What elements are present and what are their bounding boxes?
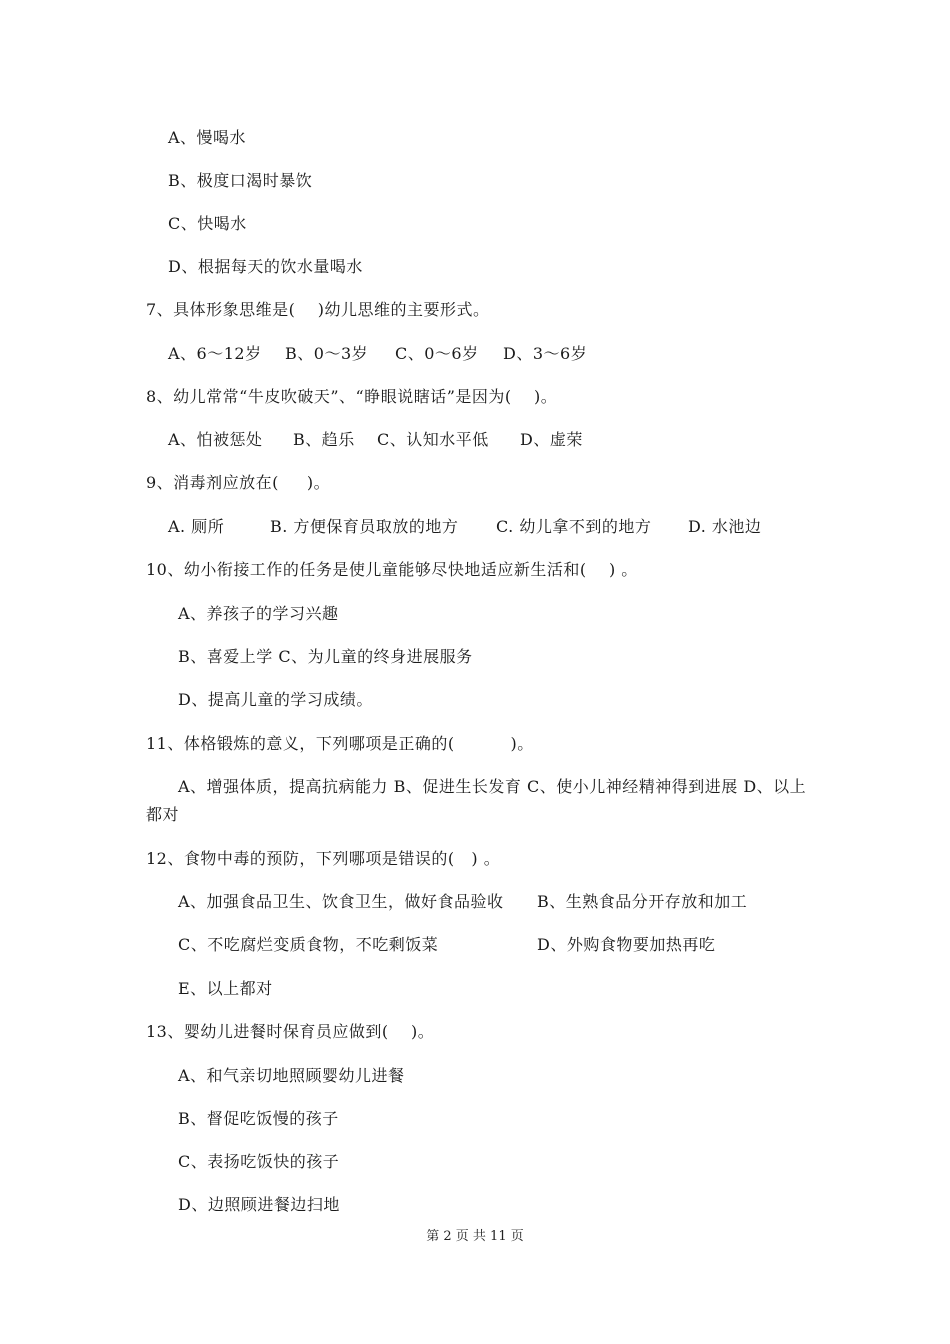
q12-option-c: C、不吃腐烂变质食物，不吃剩饭菜 [178,935,439,954]
q11-stem: 11、体格锻炼的意义，下列哪项是正确的( )。 [146,734,534,753]
q8-stem: 8、幼儿常常“牛皮吹破天”、“睁眼说瞎话”是因为( )。 [146,387,558,406]
q6-option-b: B、极度口渴时暴饮 [168,171,313,190]
q7-option-d: D、3～6岁 [503,344,588,363]
q13-stem: 13、婴幼儿进餐时保育员应做到( )。 [146,1022,435,1041]
q10-stem: 10、幼小衔接工作的任务是使儿童能够尽快地适应新生活和( ) 。 [146,560,638,579]
q10-option-d: D、提高儿童的学习成绩。 [178,690,373,709]
q11-options-line2: 都对 [146,805,180,824]
q9-stem: 9、消毒剂应放在( )。 [146,473,331,492]
q13-option-a: A、和气亲切地照顾婴幼儿进餐 [178,1066,405,1085]
q12-stem: 12、食物中毒的预防，下列哪项是错误的( ) 。 [146,849,501,868]
q8-option-c: C、认知水平低 [377,430,489,449]
q12-option-a: A、加强食品卫生、饮食卫生，做好食品验收 [178,892,504,911]
q7-option-c: C、0～6岁 [395,344,479,363]
q9-option-b: B. 方便保育员取放的地方 [270,517,459,536]
q7-option-a: A、6～12岁 [168,344,262,363]
q12-option-b: B、生熟食品分开存放和加工 [537,892,748,911]
q6-option-a: A、慢喝水 [168,128,247,147]
q9-option-d: D. 水池边 [688,517,762,536]
q6-option-c: C、快喝水 [168,214,247,233]
q12-option-e: E、以上都对 [178,979,273,998]
q13-option-b: B、督促吃饭慢的孩子 [178,1109,339,1128]
q13-option-d: D、边照顾进餐边扫地 [178,1195,340,1214]
q7-stem: 7、具体形象思维是( )幼儿思维的主要形式。 [146,300,490,319]
q7-option-b: B、0～3岁 [285,344,369,363]
q11-options-line1: A、增强体质，提高抗病能力 B、促进生长发育 C、使小儿神经精神得到进展 D、以上 [178,777,807,796]
q10-option-bc: B、喜爱上学 C、为儿童的终身进展服务 [178,647,473,666]
q8-option-a: A、怕被惩处 [168,430,263,449]
q10-option-a: A、养孩子的学习兴趣 [178,604,339,623]
q12-option-d: D、外购食物要加热再吃 [537,935,716,954]
q9-option-a: A. 厕所 [168,517,225,536]
page-footer: 第 2 页 共 11 页 [426,1229,524,1244]
q13-option-c: C、表扬吃饭快的孩子 [178,1152,340,1171]
q9-option-c: C. 幼儿拿不到的地方 [496,517,652,536]
q6-option-d: D、根据每天的饮水量喝水 [168,257,363,276]
q8-option-d: D、虚荣 [520,430,583,449]
q8-option-b: B、趋乐 [293,430,355,449]
